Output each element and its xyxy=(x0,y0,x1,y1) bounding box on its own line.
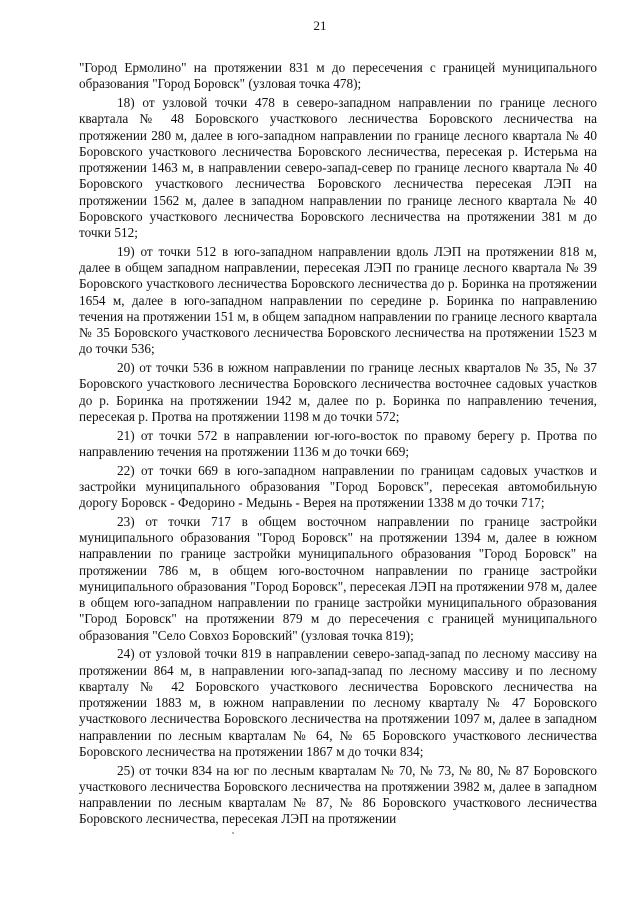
paragraph-item-21: 21) от точки 572 в направлении юг-юго-восток по правому берегу р. Протва по направлению течения на протяжении 1136 м до точки 669; xyxy=(79,427,597,459)
document-body xyxy=(79,60,597,830)
paragraph-item-20: 20) от точки 536 в южном направлении по границе лесных кварталов № 35, № 37 Боровского участкового лесничества Боровского лесничества восточнее садовых участков до р. Боринка на протяжении 1942 м, далее по р. Боринка по направлению течения, пересекая р. Протва на протяжении 1198 м до точки 572; xyxy=(79,360,597,424)
paragraph-item-24: 24) от узловой точки 819 в направлении северо-запад-запад по лесному массиву на протяжении 864 м, в направлении юго-запад-запад по лесному массиву и по лесному кварталу № 42 Боровского участкового лесничества Боровского лесничества на протяжении 1883 м, в южном направлении по лесному кварталу № 47 Боровского участкового лесничества Боровского лесничества на протяжении 1097 м, далее в западном направлении по лесным кварталам № 64, № 65 Боровского участкового лесничества Боровского лесничества на протяжении 1867 м до точки 834; xyxy=(79,646,597,759)
page-number: 21 xyxy=(313,18,327,33)
paragraph-item-22: 22) от точки 669 в юго-западном направлении по границам садовых участков и застройки муниципального образования "Город Боровск", пересекая автомобильную дорогу Боровск - Федорино - Медынь - Верея на протяжении 1338 м до точки 717; xyxy=(79,462,597,510)
paragraph-item-23: 23) от точки 717 в общем восточном направлении по границе застройки муниципального образования "Город Боровск" на протяжении 1394 м, далее в южном направлении по границе застройки муниципального образования "Город Боровск" на протяжении 786 м, в общем юго-восточном направлении по границе застройки муниципального образования "Город Боровск", пересекая ЛЭП на протяжении 978 м, далее в общем юго-западном направлении по границе застройки муниципального образования "Город Боровск" на протяжении 879 м до пересечения с границей муниципального образования "Село Совхоз Боровский" (узловая точка 819); xyxy=(79,513,597,643)
paragraph-item-19: 19) от точки 512 в юго-западном направлении вдоль ЛЭП на протяжении 818 м, далее в общем западном направлении, пересекая ЛЭП по границе лесного квартала № 39 Боровского участкового лесничества Боровского лесничества до р. Боринка на протяжении 1654 м, далее в юго-западном направлении по середине р. Боринка по направлению течения на протяжении 151 м, в общем западном направлении по границе лесного квартала № 35 Боровского участкового лесничества Боровского лесничества на протяжении 1523 м до точки 536; xyxy=(79,243,597,357)
paragraph-continuation: "Город Ермолино" на протяжении 831 м до пересечения с границей муниципального образования "Город Боровск" (узловая точка 478); xyxy=(79,60,597,92)
scan-speck xyxy=(232,832,234,834)
paragraph-item-18: 18) от узловой точки 478 в северо-западном направлении по границе лесного квартала № 48 Боровского участкового лесничества Боровского лесничества на протяжении 280 м, далее в юго-западном направлении по границе лесного квартала № 40 Боровского участкового лесничества Боровского лесничества, пересекая р. Истерьма на протяжении 1463 м, в направлении северо-запад-север по границе лесного квартала № 40 Боровского участкового лесничества Боровского лесничества пересекая ЛЭП на протяжении 1562 м, далее в западном направлении по границе лесного квартала № 40 Боровского участкового лесничества Боровского лесничества на протяжении 381 м до точки 512; xyxy=(79,95,597,240)
paragraph-item-25: 25) от точки 834 на юг по лесным кварталам № 70, № 73, № 80, № 87 Боровского участкового лесничества Боровского лесничества на протяжении 3982 м, далее в западном направлении по лесным кварталам № 87, № 86 Боровского участкового лесничества Боровского лесничества, пересекая ЛЭП на протяжении xyxy=(79,762,597,827)
